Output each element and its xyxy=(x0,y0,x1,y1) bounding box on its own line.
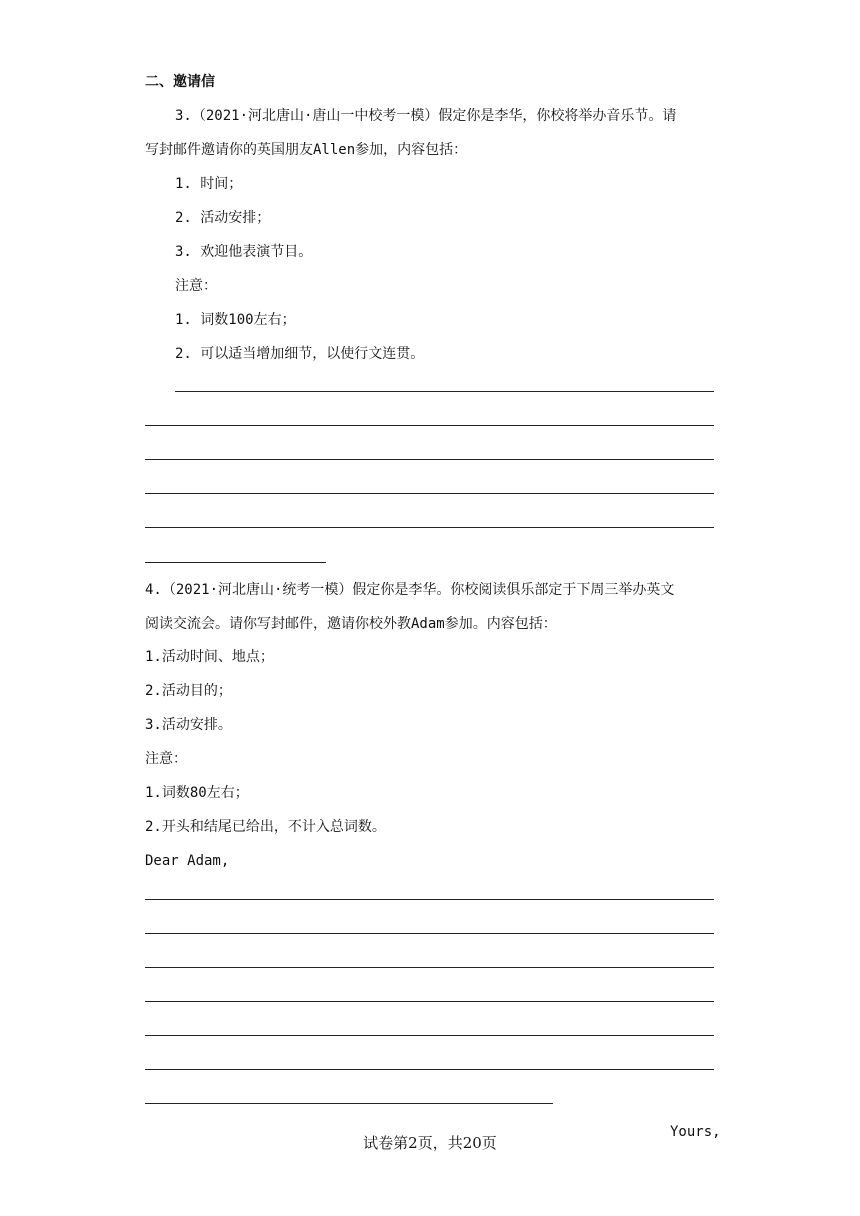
q4-answer-line-5[interactable] xyxy=(145,1035,714,1036)
q3-answer-line-1[interactable] xyxy=(175,391,714,392)
q3-note-label: 注意： xyxy=(175,278,217,294)
q3-note-2: 2. 可以适当增加细节，以使行文连贯。 xyxy=(175,346,425,362)
q4-prompt-line-2: 阅读交流会。请你写封邮件，邀请你校外教Adam参加。内容包括： xyxy=(145,616,557,632)
q3-prompt-line-1: 3.（2021·河北唐山·唐山一中校考一模）假定你是李华，你校将举办音乐节。请 xyxy=(175,108,677,124)
q4-item-1: 1.活动时间、地点； xyxy=(145,649,274,665)
q3-note-1: 1. 词数100左右； xyxy=(175,312,296,328)
q3-answer-line-6[interactable] xyxy=(145,562,326,563)
q4-item-3: 3.活动安排。 xyxy=(145,717,232,733)
q4-answer-line-4[interactable] xyxy=(145,1001,714,1002)
q4-item-2: 2.活动目的； xyxy=(145,683,232,699)
q4-prompt-line-1: 4.（2021·河北唐山·统考一模）假定你是李华。你校阅读俱乐部定于下周三举办英文 xyxy=(145,582,675,598)
q4-note-2: 2.开头和结尾已给出，不计入总词数。 xyxy=(145,819,386,835)
q3-answer-line-3[interactable] xyxy=(145,459,714,460)
q4-answer-line-6[interactable] xyxy=(145,1069,714,1070)
section-title: 二、邀请信 xyxy=(145,74,215,90)
q4-note-1: 1.词数80左右； xyxy=(145,785,249,801)
letter-closing: Yours, xyxy=(670,1124,721,1140)
q4-answer-line-2[interactable] xyxy=(145,933,714,934)
q3-item-1: 1. 时间； xyxy=(175,176,243,192)
q3-prompt-line-2: 写封邮件邀请你的英国朋友Allen参加，内容包括： xyxy=(145,142,468,158)
q4-answer-line-1[interactable] xyxy=(145,899,714,900)
q4-note-label: 注意： xyxy=(145,751,187,767)
q3-answer-line-4[interactable] xyxy=(145,493,714,494)
letter-greeting: Dear Adam, xyxy=(145,853,230,869)
q3-answer-line-5[interactable] xyxy=(145,527,714,528)
q3-item-2: 2. 活动安排； xyxy=(175,210,271,226)
q4-answer-line-7[interactable] xyxy=(145,1103,553,1104)
q4-answer-line-3[interactable] xyxy=(145,967,714,968)
q3-item-3: 3. 欢迎他表演节目。 xyxy=(175,244,313,260)
page-footer: 试卷第2页，共20页 xyxy=(363,1134,497,1152)
q3-answer-line-2[interactable] xyxy=(145,425,714,426)
